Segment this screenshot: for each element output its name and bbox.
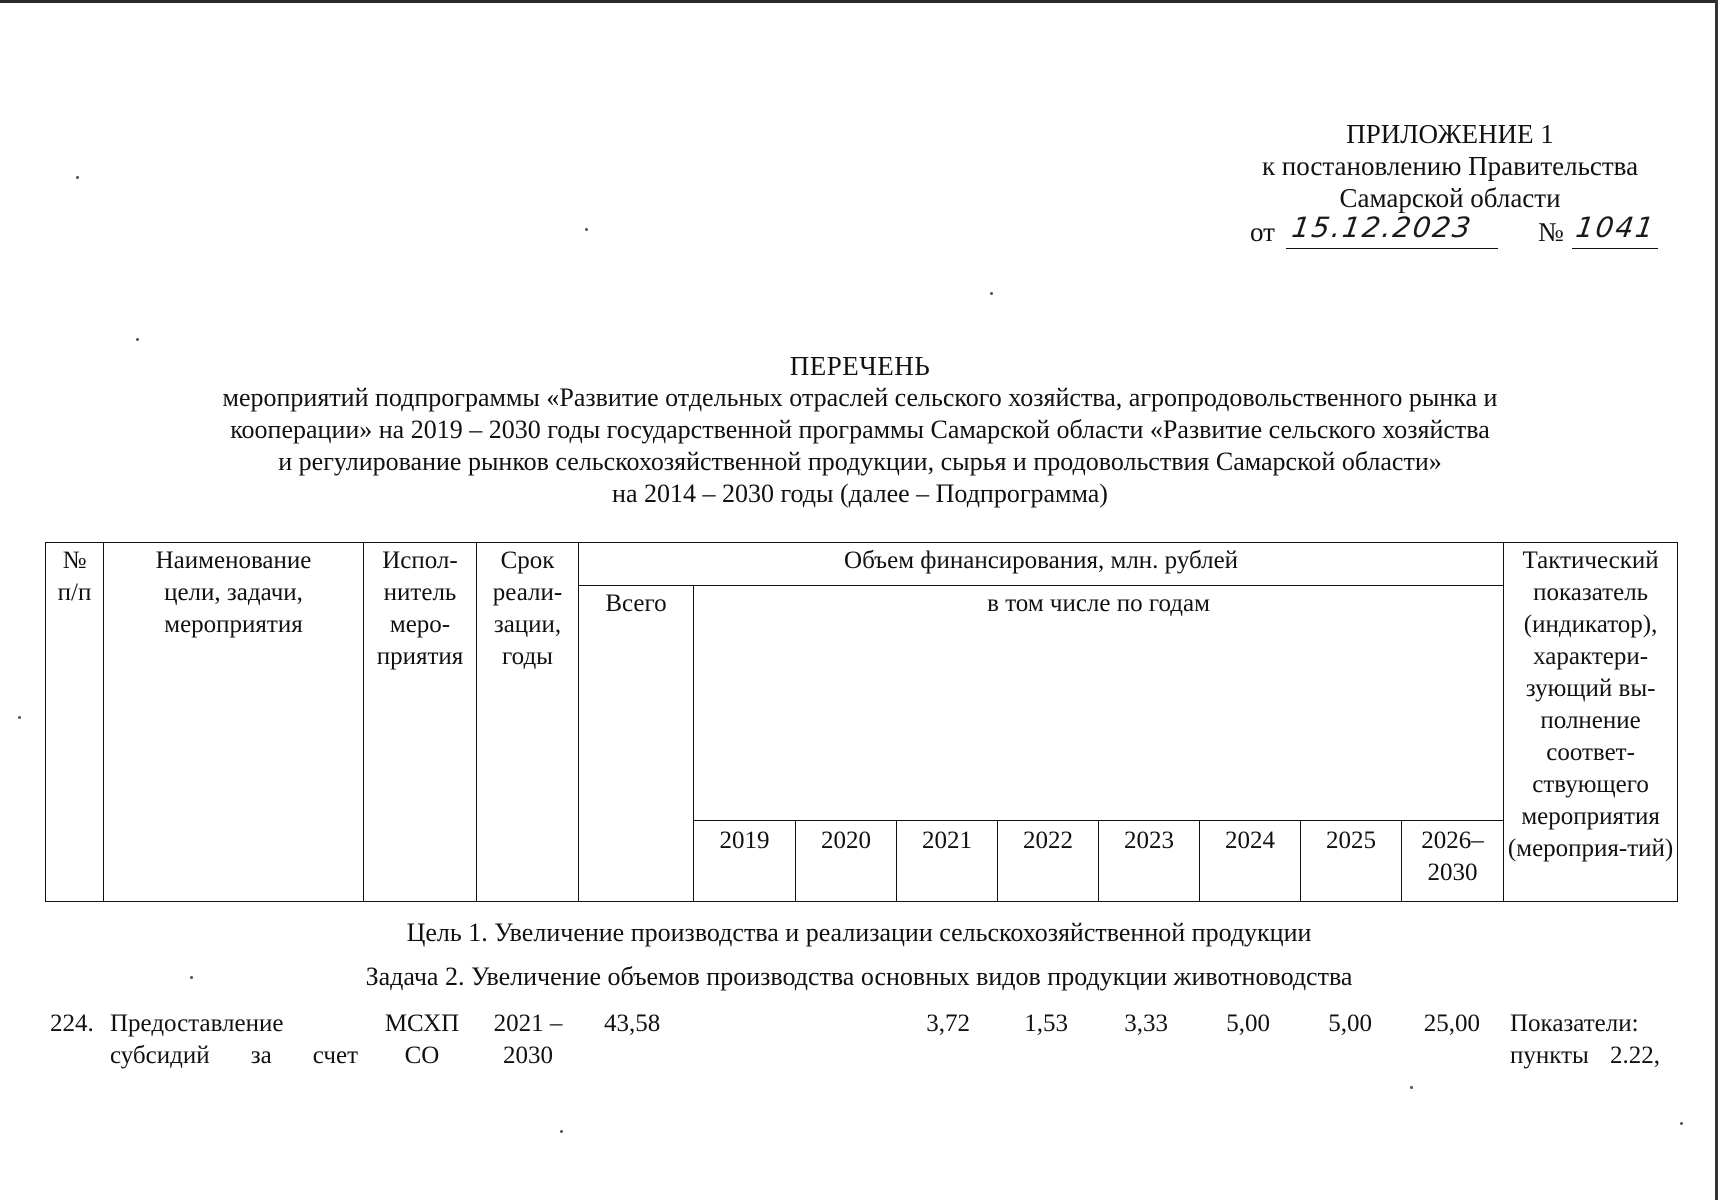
scan-speck xyxy=(585,228,588,231)
subtitle-line: кооперации» на 2019 – 2030 годы государственной программы Самарской области «Развитие сельского хозяйства xyxy=(230,415,1490,444)
date-prefix: от xyxy=(1250,217,1275,247)
appendix-region: Самарской области xyxy=(1339,183,1561,213)
header-year: 2020 xyxy=(796,821,897,902)
appendix-title: ПРИЛОЖЕНИЕ 1 xyxy=(1346,119,1554,149)
header-year: 2024 xyxy=(1200,821,1301,902)
scan-speck xyxy=(560,1130,563,1133)
row-term-line: 2030 xyxy=(503,1042,553,1069)
row-value-2021: 3,72 xyxy=(926,1010,970,1037)
header-num: № п/п xyxy=(46,543,104,902)
row-term xyxy=(478,1008,578,1072)
row-value-2022: 1,53 xyxy=(1024,1010,1068,1037)
scan-speck xyxy=(1680,1122,1683,1125)
handwritten-number: 1041 xyxy=(1573,211,1658,244)
approval-stamp xyxy=(1230,118,1670,250)
row-indicator xyxy=(1510,1008,1660,1072)
row-name-line: субсидий за счет xyxy=(110,1042,358,1069)
header-year: 2025 xyxy=(1301,821,1402,902)
row-value-2024: 5,00 xyxy=(1226,1010,1270,1037)
row-term-line: 2021 – xyxy=(493,1010,563,1037)
header-funding: Объем финансирования, млн. рублей xyxy=(579,543,1504,586)
subtitle-line: на 2014 – 2030 годы (далее – Подпрограмма) xyxy=(612,479,1108,508)
scan-speck xyxy=(190,976,193,979)
row-value-2025: 5,00 xyxy=(1328,1010,1372,1037)
number-prefix: № xyxy=(1538,217,1564,247)
header-year: 2023 xyxy=(1099,821,1200,902)
row-value-2026-2030: 25,00 xyxy=(1423,1010,1480,1037)
row-total: 43,58 xyxy=(604,1010,661,1037)
scan-speck xyxy=(990,292,993,295)
row-executor-line: СО xyxy=(404,1042,440,1069)
date-field xyxy=(1286,211,1498,249)
header-indicator: Тактический показатель (индикатор), характери-зующий вы-полнение соответ-ствующего мероприятия (мероприя-тий) xyxy=(1504,543,1678,902)
row-value-2023: 3,33 xyxy=(1124,1010,1168,1037)
document-heading: ПЕРЕЧЕНЬ xyxy=(789,351,931,381)
header-by-years: в том числе по годам xyxy=(694,586,1504,821)
scan-edge-top xyxy=(0,0,1718,3)
header-year: 2026–2030 xyxy=(1402,821,1504,902)
scan-speck xyxy=(18,716,21,719)
task-heading: Задача 2. Увеличение объемов производства основных видов продукции животноводства xyxy=(365,962,1353,991)
scan-speck xyxy=(136,338,139,341)
row-number: 224. xyxy=(50,1010,94,1037)
activities-table xyxy=(45,542,1678,902)
number-field xyxy=(1572,211,1658,249)
subtitle-line: и регулирование рынков сельскохозяйственной продукции, сырья и продовольствия Самарской области» xyxy=(278,447,1442,476)
appendix-date-line xyxy=(1230,211,1670,250)
header-year: 2019 xyxy=(694,821,796,902)
row-activity-name xyxy=(110,1008,358,1072)
row-indicator-line: пункты 2.22, xyxy=(1510,1042,1660,1069)
row-name-line: Предоставление xyxy=(110,1010,284,1037)
scan-speck xyxy=(76,176,79,179)
header-total: Всего xyxy=(579,586,694,902)
goal-heading: Цель 1. Увеличение производства и реализации сельскохозяйственной продукции xyxy=(406,918,1312,947)
document-title xyxy=(140,350,1580,510)
appendix-resolution: к постановлению Правительства xyxy=(1261,151,1639,181)
header-term: Срок реали-зации, годы xyxy=(477,543,579,902)
row-executor-line: МСХП xyxy=(384,1010,460,1037)
header-year: 2022 xyxy=(998,821,1099,902)
scan-speck xyxy=(1410,1086,1413,1089)
handwritten-date: 15.12.2023 xyxy=(1289,211,1475,244)
row-executor xyxy=(372,1008,472,1072)
header-executor: Испол-нитель меро-приятия xyxy=(364,543,477,902)
subtitle-line: мероприятий подпрограммы «Развитие отдельных отраслей сельского хозяйства, агропродовольственного рынка и xyxy=(222,383,1498,412)
header-name: Наименование цели, задачи, мероприятия xyxy=(104,543,364,902)
header-year: 2021 xyxy=(897,821,998,902)
row-indicator-line: Показатели: xyxy=(1510,1010,1639,1037)
